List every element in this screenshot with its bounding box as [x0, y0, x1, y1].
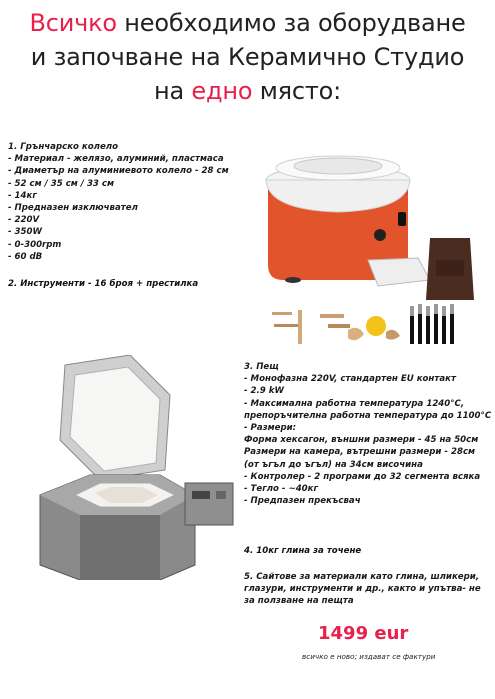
- headline-line-1: [0, 6, 495, 40]
- kiln-spec-line: - Монофазна 220V, стандартен EU контакт: [244, 374, 456, 385]
- pottery-wheel-image: [258, 140, 433, 288]
- headline-line-2: и започване на Керамично Студио: [30, 43, 465, 71]
- wheel-spec-line: - 14кг: [8, 190, 37, 201]
- kiln-spec-line: - Размери:: [244, 423, 297, 434]
- headline-text-1: необходимо за оборудване: [116, 9, 466, 37]
- sites-line: 5. Сайтове за материали като глина, шликери, глазури, инструменти и др., както и упътва- не за ползване на пещта: [244, 572, 481, 607]
- headline: [0, 6, 495, 108]
- headline-line-3: [0, 74, 495, 108]
- kiln-spec-line: - Предпазен прекъсвач: [244, 496, 361, 507]
- price: 1499 eur: [318, 623, 409, 644]
- wheel-spec-line: 1. Грънчарско колело: [8, 142, 118, 152]
- kiln-spec-line: - Контролер - 2 програми до 32 сегмента всяка: [244, 471, 481, 482]
- apron-image: [422, 236, 478, 302]
- wheel-spec-line: - 52 см / 35 см / 33 см: [8, 178, 115, 189]
- wheel-specs: [8, 141, 248, 263]
- sites-block: [244, 571, 492, 608]
- kiln-spec-line: 3. Пещ: [244, 362, 279, 372]
- kiln-image: [20, 355, 245, 580]
- wheel-spec-line: - 220V: [8, 215, 40, 226]
- kiln-spec-line: - Тегло - ~40кг: [244, 484, 318, 495]
- kiln-spec-line: Размери на камера, вътрешни размери - 28см (от ъгъл до ъгъл) на 34см височина: [244, 447, 476, 470]
- invoice-note: всичко е ново; издават се фактури: [302, 652, 436, 661]
- wheel-spec-line: - 350W: [8, 227, 42, 238]
- wheel-spec-line: - 0-300rpm: [8, 239, 62, 250]
- kiln-spec-line: Форма хексагон, външни размери - 45 на 50см: [244, 435, 479, 446]
- clay-line: 4. 10кг глина за точене: [244, 546, 362, 556]
- wheel-spec-line: - 60 dB: [8, 251, 43, 262]
- kiln-spec-line: - 2.9 kW: [244, 386, 284, 397]
- headline-accent-1: Всичко: [29, 9, 117, 37]
- headline-text-3b: място:: [252, 77, 342, 105]
- wheel-spec-line: - Диаметър на алуминиевото колело - 28 см: [8, 166, 229, 177]
- wheel-spec-line: - Материал - желязо, алуминий, пластмаса: [8, 154, 224, 165]
- wheel-spec-line: - Предназен изключвател: [8, 203, 138, 214]
- kiln-specs: [244, 361, 492, 507]
- headline-accent-3: едно: [191, 77, 253, 105]
- tools-line: 2. Инструменти - 16 броя + престилка: [8, 279, 199, 289]
- tools-image: [268, 304, 480, 350]
- kiln-spec-line: - Максимална работна температура 1240°C, препоръчителна работна температура до 1100°C: [244, 398, 492, 421]
- headline-text-3a: на: [153, 77, 192, 105]
